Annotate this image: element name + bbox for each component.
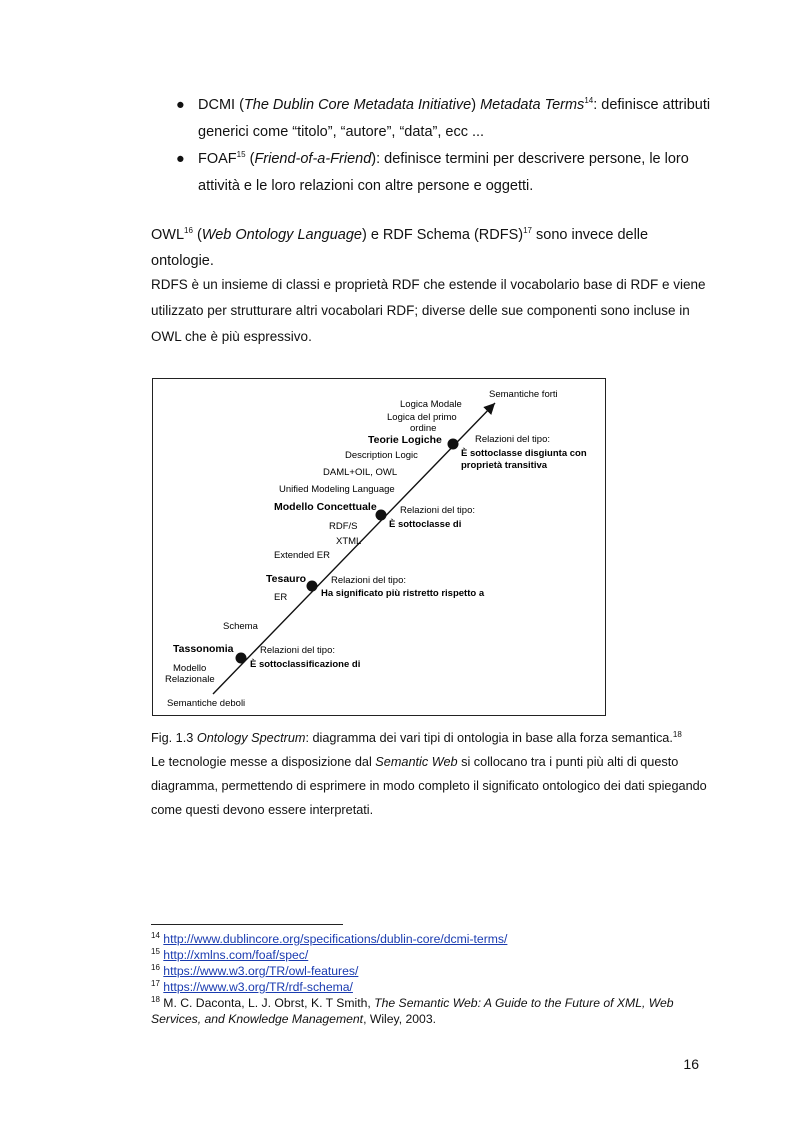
ontology-spectrum-figure: [152, 378, 606, 716]
label-extended-er: Extended ER: [274, 550, 330, 561]
rel1-text-2: proprietà transitiva: [461, 460, 548, 471]
owl-paragraph: OWL$^{16}$ (Web Ontology Language) e RDF Schema (RDFS)$^{17}$ sono invece delle ontologie.: [151, 226, 649, 269]
footnote-link[interactable]: https://www.w3.org/TR/rdf-schema/: [163, 980, 353, 994]
footnote-16: $^{16}$ https://www.w3.org/TR/owl-features/: [151, 962, 359, 978]
rel4-text: È sottoclassificazione di: [250, 659, 361, 670]
label-modello-concettuale: Modello Concettuale: [274, 501, 377, 513]
semantic-web-paragraph: Le tecnologie messe a disposizione dal Semantic Web si collocano tra i punti più alti di questo diagramma, permettendo di esprimere in modo completo il significato ontologico dei dati spiegando come questi devono essere interpretati.: [151, 755, 707, 817]
label-semantiche-deboli: Semantiche deboli: [167, 698, 246, 709]
node-tassonomia: [236, 653, 247, 664]
footnote-link[interactable]: https://www.w3.org/TR/owl-features/: [163, 964, 359, 978]
bullet-foaf: ● FOAF$^{15}$ (Friend-of-a-Friend): definisce termini per descrivere persone, le loro attività e le loro relazioni con altre persone e oggetti.: [176, 146, 716, 200]
bullet-dcmi: ● DCMI (The Dublin Core Metadata Initiative) Metadata Terms$^{14}$: definisce attributi generici come “titolo”, “autore”, “data”, ecc ...: [176, 92, 716, 146]
page-number: 16: [683, 1056, 699, 1072]
label-relazionale: Relazionale: [165, 674, 215, 685]
label-tassonomia: Tassonomia: [173, 643, 234, 655]
bullet-list: [176, 92, 716, 200]
rel2-title: Relazioni del tipo:: [400, 505, 475, 516]
rel3-title: Relazioni del tipo:: [331, 575, 406, 586]
label-daml-oil: DAML+OIL, OWL: [323, 467, 398, 478]
footnote-17: $^{17}$ https://www.w3.org/TR/rdf-schema/: [151, 978, 353, 994]
label-er: ER: [274, 592, 288, 603]
label-uml: Unified Modeling Language: [279, 484, 395, 495]
rel3-text: Ha significato più ristretto rispetto a: [321, 588, 485, 599]
footnote-18: $^{18}$ M. C. Daconta, L. J. Obrst, K. T Smith, The Semantic Web: A Guide to the Future of XML, Web Services, and Knowledge Management, Wiley, 2003.: [151, 994, 674, 1026]
rdfs-paragraph: RDFS è un insieme di classi e proprietà RDF che estende il vocabolario base di RDF e viene utilizzato per strutturare altri vocabolari RDF; diverse delle sue componenti sono incluse in OWL che è più espressivo.: [151, 277, 706, 344]
label-schema: Schema: [223, 621, 258, 632]
footnote-link[interactable]: http://xmlns.com/foaf/spec/: [163, 948, 309, 962]
footnote-link[interactable]: http://www.dublincore.org/specifications/dublin-core/dcmi-terms/: [163, 932, 508, 946]
label-teorie-logiche: Teorie Logiche: [368, 434, 442, 446]
node-modello-concettuale: [376, 510, 387, 521]
rel2-text: È sottoclasse di: [389, 519, 462, 530]
rel1-title: Relazioni del tipo:: [475, 434, 550, 445]
rel4-title: Relazioni del tipo:: [260, 645, 335, 656]
node-teorie-logiche: [448, 439, 459, 450]
footnote-14: $^{14}$ http://www.dublincore.org/specifications/dublin-core/dcmi-terms/: [151, 930, 508, 946]
bullet-icon: ●: [176, 151, 185, 167]
footnote-separator: [151, 924, 343, 925]
label-semantiche-forti: Semantiche forti: [489, 389, 558, 400]
label-xtml: XTML: [336, 536, 362, 547]
rel1-text: È sottoclasse disgiunta con: [461, 448, 587, 459]
label-tesauro: Tesauro: [266, 573, 307, 585]
label-rdfs: RDF/S: [329, 521, 358, 532]
label-modello: Modello: [173, 663, 207, 674]
ontology-spectrum-diagram: [153, 379, 605, 715]
label-logica-primo-ordine: Logica del primo: [387, 412, 457, 423]
footnote-15: $^{15}$ http://xmlns.com/foaf/spec/: [151, 946, 309, 962]
label-logica-modale: Logica Modale: [400, 399, 462, 410]
footnotes: [151, 931, 721, 1027]
figure-caption: Fig. 1.3 Ontology Spectrum: diagramma dei vari tipi di ontologia in base alla forza semantica.$^{18}$ Le tecnologie messe a disposizione dal Semantic Web si collocano tra i punti più alti di questo diagramma, permettendo di esprimere in modo completo il significato ontologico dei dati spiegando come questi devono essere interpretati.: [151, 726, 711, 822]
bullet-icon: ●: [176, 97, 185, 113]
node-tesauro: [307, 581, 318, 592]
label-description-logic: Description Logic: [345, 450, 418, 461]
label-logica-primo-ordine-2: ordine: [410, 423, 437, 434]
